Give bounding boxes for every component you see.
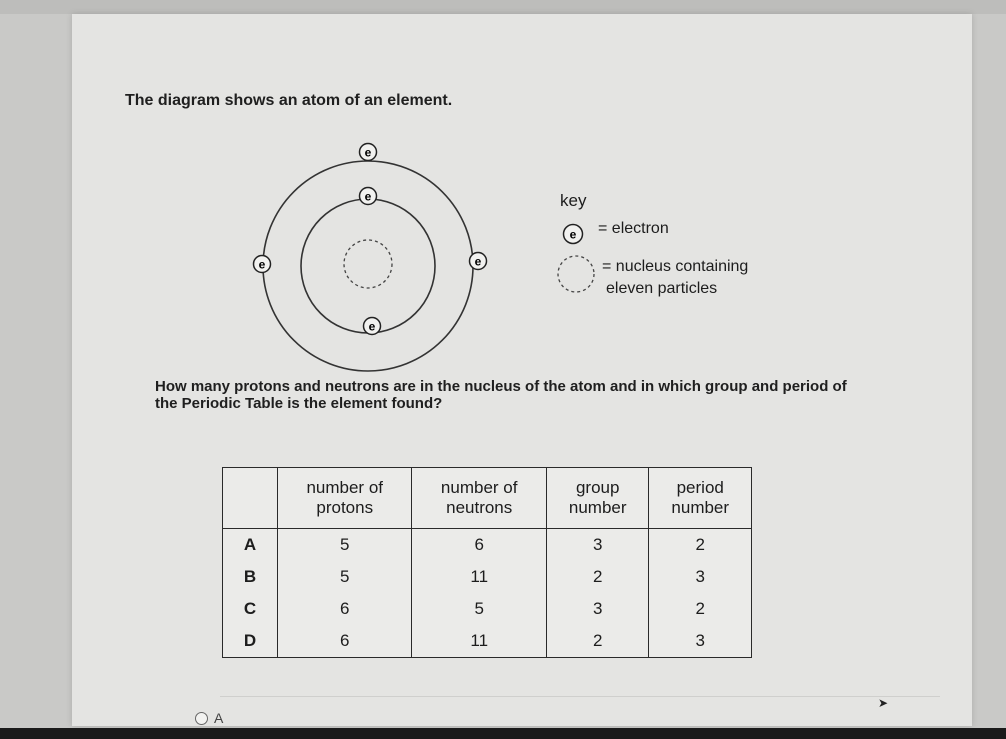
key-title: key	[560, 191, 587, 210]
header-protons: number of protons	[278, 468, 412, 529]
svg-text:e: e	[368, 319, 376, 334]
svg-text:e: e	[474, 254, 482, 269]
neutrons-cell: 6	[412, 529, 546, 562]
radio-button[interactable]	[195, 712, 208, 725]
table-row	[223, 593, 752, 625]
protons-cell: 6	[278, 593, 412, 625]
row-letter: C	[223, 593, 278, 625]
electron-1	[360, 144, 377, 161]
row-letter: D	[223, 625, 278, 658]
period-cell: 2	[649, 593, 752, 625]
nucleus-icon	[554, 252, 598, 296]
nucleus	[344, 240, 392, 288]
table-corner-cell	[223, 468, 278, 529]
group-cell: 3	[546, 529, 649, 562]
group-cell: 3	[546, 593, 649, 625]
option-label: A	[214, 710, 224, 726]
inner-shell	[301, 199, 435, 333]
neutrons-cell: 11	[412, 625, 546, 658]
electron-5	[364, 318, 381, 335]
svg-text:e: e	[364, 145, 372, 160]
row-letter: A	[223, 529, 278, 562]
header-neutrons: number of neutrons	[412, 468, 546, 529]
table-header-row	[223, 468, 752, 529]
row-letter: B	[223, 561, 278, 593]
header-period: period number	[649, 468, 752, 529]
electron-4	[470, 253, 487, 270]
answer-table	[222, 467, 752, 658]
table-row	[223, 561, 752, 593]
protons-cell: 6	[278, 625, 412, 658]
period-cell: 2	[649, 529, 752, 562]
electron-2	[360, 188, 377, 205]
screen-bottom-edge	[0, 728, 1006, 739]
atom-diagram	[240, 140, 480, 370]
question-intro: The diagram shows an atom of an element.	[125, 92, 453, 109]
svg-text:e: e	[569, 227, 577, 242]
table-row	[223, 529, 752, 562]
period-cell: 3	[649, 561, 752, 593]
neutrons-cell: 5	[412, 593, 546, 625]
diagram-key	[548, 188, 788, 298]
key-nucleus-label: = nucleus containing eleven particles	[602, 258, 749, 297]
electron-3	[254, 256, 271, 273]
neutrons-cell: 11	[412, 561, 546, 593]
protons-cell: 5	[278, 561, 412, 593]
protons-cell: 5	[278, 529, 412, 562]
group-cell: 2	[546, 561, 649, 593]
header-group: group number	[546, 468, 649, 529]
question-prompt: How many protons and neutrons are in the nucleus of the atom and in which group and period of the Periodic Table is the element found?	[155, 378, 847, 412]
period-cell: 3	[649, 625, 752, 658]
mouse-cursor-icon: ➤	[878, 696, 889, 710]
svg-text:e: e	[258, 257, 266, 272]
group-cell: 2	[546, 625, 649, 658]
divider	[220, 696, 940, 697]
electron-icon	[560, 221, 586, 247]
key-electron-label: = electron	[598, 220, 669, 237]
svg-text:e: e	[364, 189, 372, 204]
browser-top-bar	[0, 0, 1006, 14]
table-row	[223, 625, 752, 658]
answer-option-a[interactable]	[195, 710, 223, 726]
